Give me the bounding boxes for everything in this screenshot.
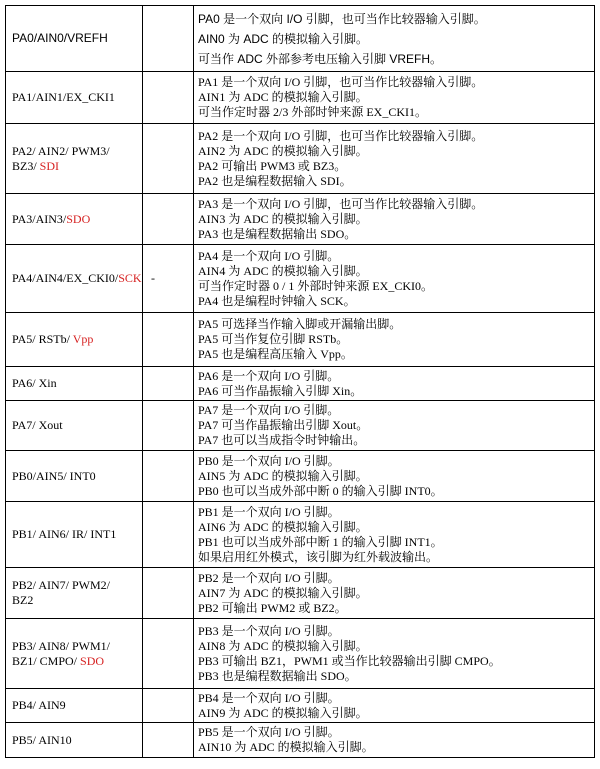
pin-name-segment: BZ3/ xyxy=(12,158,40,173)
pin-type-cell xyxy=(143,401,194,451)
pin-name-segment: PB4/ AIN9 xyxy=(12,698,66,712)
pin-type-cell xyxy=(143,723,194,758)
description-line: 可当作 ADC 外部参考电压输入引脚 VREFH。 xyxy=(198,51,443,66)
pin-type-cell xyxy=(143,124,194,194)
description-line: AIN9 为 ADC 的模拟输入引脚。 xyxy=(198,705,368,720)
pin-table-body xyxy=(6,6,595,758)
pin-type-cell xyxy=(143,568,194,619)
description-line: PA2 是一个双向 I/O 引脚，也可当作比较器输入引脚。 xyxy=(198,128,484,143)
description-line: PA2 也是编程数据输入 SDI。 xyxy=(198,173,352,188)
pin-description-cell xyxy=(194,451,595,502)
description-line: PB0 是一个双向 I/O 引脚。 xyxy=(198,453,340,468)
pin-type-cell xyxy=(143,619,194,689)
description-line: PA6 可当作晶振输入引脚 Xin。 xyxy=(198,383,363,398)
pin-name-cell xyxy=(6,72,143,124)
description-line: PB5 是一个双向 I/O 引脚。 xyxy=(198,725,340,739)
pin-name-programming-function: SDO xyxy=(80,653,105,668)
pin-name-programming-function: SDI xyxy=(39,158,60,173)
description-line: AIN4 为 ADC 的模拟输入引脚。 xyxy=(198,263,368,278)
pin-name-segment: PB3/ AIN8/ PWM1/ xyxy=(12,638,111,653)
pin-type-cell xyxy=(143,194,194,245)
pin-name-segment: PA6/ Xin xyxy=(12,376,57,390)
pin-type-cell xyxy=(143,72,194,124)
description-line: PA5 可选择当作输入脚或开漏输出脚。 xyxy=(198,317,402,331)
table-row xyxy=(6,194,595,245)
pin-name-segment: BZ2 xyxy=(12,593,34,607)
table-row xyxy=(6,619,595,689)
description-line: AIN5 为 ADC 的模拟输入引脚。 xyxy=(198,468,368,483)
description-line: PB2 可输出 PWM2 或 BZ2。 xyxy=(198,600,347,615)
description-line: AIN1 为 ADC 的模拟输入引脚。 xyxy=(198,90,368,104)
table-row xyxy=(6,723,595,758)
pin-description-cell xyxy=(194,619,595,689)
description-line: PB3 也是编程数据输出 SDO。 xyxy=(198,668,357,683)
table-row xyxy=(6,313,595,367)
pin-type-cell xyxy=(143,502,194,568)
pin-name-segment: PA3/AIN3/ xyxy=(12,211,67,226)
description-line: PA5 可当作复位引脚 RSTb。 xyxy=(198,332,349,346)
pin-name-cell xyxy=(6,6,143,72)
description-line: AIN7 为 ADC 的模拟输入引脚。 xyxy=(198,585,368,600)
description-line: PB2 是一个双向 I/O 引脚。 xyxy=(198,570,340,585)
description-line: 可当作定时器 0 / 1 外部时钟来源 EX_CKI0。 xyxy=(198,278,433,293)
pin-name-programming-function: SDO xyxy=(66,211,91,226)
table-row xyxy=(6,401,595,451)
pin-description-cell xyxy=(194,502,595,568)
table-row xyxy=(6,72,595,124)
pin-type-cell xyxy=(143,367,194,401)
pin-name-segment: PB1/ AIN6/ IR/ INT1 xyxy=(12,527,117,541)
description-line: PA3 是一个双向 I/O 引脚，也可当作比较器输入引脚。 xyxy=(198,196,484,211)
pin-name-segment: PB5/ AIN10 xyxy=(12,732,72,747)
pin-description-cell xyxy=(194,401,595,451)
pin-type-cell xyxy=(143,689,194,723)
pin-name-cell xyxy=(6,313,143,367)
table-row xyxy=(6,689,595,723)
pin-type-cell xyxy=(143,313,194,367)
pin-name-cell xyxy=(6,245,143,313)
description-line: PA5 也是编程高压输入 Vpp。 xyxy=(198,347,353,361)
pin-description-cell xyxy=(194,367,595,401)
description-line: PA2 可输出 PWM3 或 BZ3。 xyxy=(198,158,347,173)
description-line: PA6 是一个双向 I/O 引脚。 xyxy=(198,368,340,383)
pin-name-segment: PB0/AIN5/ INT0 xyxy=(12,468,96,483)
pin-name-segment: PA2/ AIN2/ PWM3/ xyxy=(12,143,110,158)
pin-name-cell xyxy=(6,689,143,723)
description-line: AIN0 为 ADC 的模拟输入引脚。 xyxy=(198,31,369,46)
table-row xyxy=(6,6,595,72)
description-line: PA4 也是编程时钟输入 SCK。 xyxy=(198,293,356,308)
description-line: PB1 也可以当成外部中断 1 的输入引脚 INT1。 xyxy=(198,534,443,549)
pin-name-programming-function: SCK xyxy=(118,271,142,285)
pin-type-cell xyxy=(143,6,194,72)
pin-name-cell xyxy=(6,367,143,401)
pin-name-programming-function: Vpp xyxy=(72,332,94,346)
description-line: PA4 是一个双向 I/O 引脚。 xyxy=(198,248,340,263)
pin-description-cell xyxy=(194,72,595,124)
pin-description-cell xyxy=(194,124,595,194)
description-line: PA7 是一个双向 I/O 引脚。 xyxy=(198,403,340,417)
pin-name-cell xyxy=(6,502,143,568)
description-line: 可当作定时器 2/3 外部时钟来源 EX_CKI1。 xyxy=(198,105,427,119)
description-line: PB1 是一个双向 I/O 引脚。 xyxy=(198,504,340,519)
pin-name-cell xyxy=(6,401,143,451)
pin-name-cell xyxy=(6,568,143,619)
pin-name-segment: PB2/ AIN7/ PWM2/ xyxy=(12,578,111,592)
pin-name-cell xyxy=(6,124,143,194)
pin-description-cell xyxy=(194,689,595,723)
description-line: PB0 也可以当成外部中断 0 的输入引脚 INT0。 xyxy=(198,483,443,498)
table-row xyxy=(6,367,595,401)
description-line: PB4 是一个双向 I/O 引脚。 xyxy=(198,690,340,705)
pin-description-cell xyxy=(194,245,595,313)
table-row xyxy=(6,451,595,502)
pin-name-segment: PA7/ Xout xyxy=(12,418,63,432)
pin-name-cell xyxy=(6,619,143,689)
description-line: PA7 可当作晶振输出引脚 Xout。 xyxy=(198,418,369,432)
pin-name-segment: PA0/AIN0/VREFH xyxy=(12,31,108,45)
pin-name-cell xyxy=(6,194,143,245)
table-row xyxy=(6,245,595,313)
pin-name-segment: PA5/ RSTb/ xyxy=(12,332,73,346)
pin-description-cell xyxy=(194,568,595,619)
pin-description-cell xyxy=(194,313,595,367)
table-row xyxy=(6,502,595,568)
pin-description-cell xyxy=(194,6,595,72)
pin-name-segment: PA4/AIN4/EX_CKI0/ xyxy=(12,271,119,285)
description-line: AIN10 为 ADC 的模拟输入引脚。 xyxy=(198,740,374,754)
pin-name-segment: BZ1/ CMPO/ xyxy=(12,653,81,668)
pin-name-cell xyxy=(6,723,143,758)
pin-type-cell: - xyxy=(143,245,194,313)
description-line: AIN6 为 ADC 的模拟输入引脚。 xyxy=(198,519,368,534)
description-line: PB3 是一个双向 I/O 引脚。 xyxy=(198,623,340,638)
description-line: AIN3 为 ADC 的模拟输入引脚。 xyxy=(198,211,368,226)
description-line: PA1 是一个双向 I/O 引脚，也可当作比较器输入引脚。 xyxy=(198,75,484,89)
description-line: PA3 也是编程数据输出 SDO。 xyxy=(198,226,357,241)
description-line: 如果启用红外模式，该引脚为红外载波输出。 xyxy=(198,549,439,564)
pin-name-cell xyxy=(6,451,143,502)
pin-description-cell xyxy=(194,723,595,758)
description-line: AIN2 为 ADC 的模拟输入引脚。 xyxy=(198,143,368,158)
description-line: PA7 也可以当成指令时钟输出。 xyxy=(198,433,366,447)
pin-name-segment: PA1/AIN1/EX_CKI1 xyxy=(12,90,115,104)
table-row xyxy=(6,568,595,619)
description-line: PB3 可输出 BZ1，PWM1 或当作比较器输出引脚 CMPO。 xyxy=(198,653,501,668)
table-row xyxy=(6,124,595,194)
description-line: AIN8 为 ADC 的模拟输入引脚。 xyxy=(198,638,368,653)
pin-description-cell xyxy=(194,194,595,245)
pin-description-table xyxy=(5,5,595,758)
pin-type-cell xyxy=(143,451,194,502)
description-line: PA0 是一个双向 I/O 引脚，也可当作比较器输入引脚。 xyxy=(198,11,486,26)
